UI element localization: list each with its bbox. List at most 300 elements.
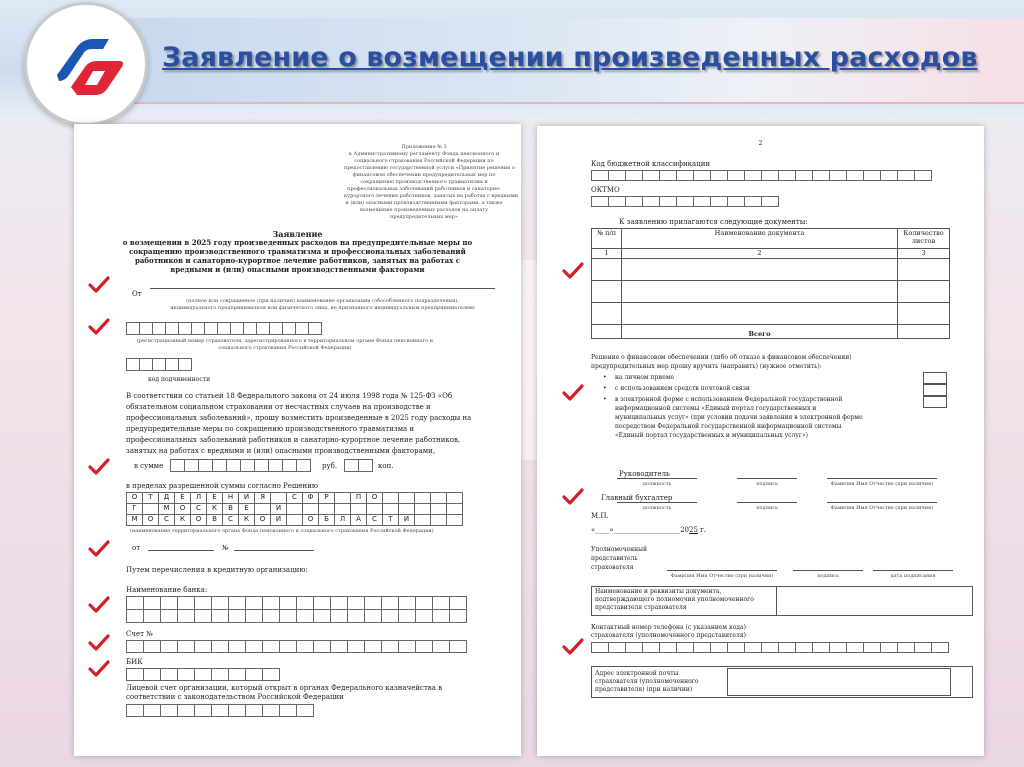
grid-cell[interactable] — [228, 640, 246, 653]
grid-cell[interactable] — [727, 196, 745, 207]
grid-cell[interactable] — [330, 596, 348, 610]
grid-cell[interactable]: В — [206, 514, 223, 526]
grid-cell[interactable] — [152, 322, 166, 335]
grid-cell[interactable] — [228, 596, 246, 610]
auth-line: Наименование и реквизиты документа, — [595, 588, 722, 595]
table-cell[interactable] — [898, 281, 950, 303]
oktmo-grid[interactable] — [591, 196, 778, 207]
grid-cell[interactable] — [863, 642, 881, 653]
grid-cell[interactable] — [177, 704, 195, 717]
table-cell[interactable] — [898, 303, 950, 325]
appendix-line: курортного лечения работников, занятых на работах с вредными — [344, 193, 518, 199]
grid-cell[interactable] — [364, 596, 382, 610]
grid-cell[interactable]: О — [174, 503, 191, 515]
grid-cell[interactable] — [415, 596, 433, 610]
subcode-grid[interactable] — [126, 358, 191, 371]
sfr-logo-icon — [27, 5, 145, 123]
grid-cell[interactable] — [344, 459, 359, 472]
grid-cell[interactable] — [126, 704, 144, 717]
grid-cell[interactable] — [296, 609, 314, 623]
grid-cell[interactable] — [262, 596, 280, 610]
grid-cell[interactable] — [693, 170, 711, 181]
grid-cell[interactable] — [126, 668, 144, 681]
grid-cell[interactable] — [829, 642, 847, 653]
grid-cell[interactable] — [262, 640, 280, 653]
grid-cell[interactable] — [330, 609, 348, 623]
grid-cell[interactable] — [812, 642, 830, 653]
grid-cell[interactable] — [693, 196, 711, 207]
bank-row[interactable] — [126, 609, 466, 623]
grid-cell[interactable]: Е — [238, 503, 255, 515]
grid-cell[interactable] — [330, 640, 348, 653]
grid-cell[interactable] — [414, 514, 431, 526]
bik-grid[interactable] — [126, 668, 279, 681]
grid-cell[interactable] — [358, 459, 373, 472]
grid-cell[interactable] — [286, 514, 303, 526]
grid-cell[interactable] — [211, 596, 229, 610]
grid-cell[interactable] — [880, 642, 898, 653]
grid-cell[interactable]: О — [302, 514, 319, 526]
body-line: обязательном социальном страховании от несчастных случаев на производстве и — [126, 403, 431, 411]
grid-cell[interactable] — [744, 196, 762, 207]
grid-cell[interactable] — [591, 642, 609, 653]
grid-cell[interactable] — [676, 642, 694, 653]
grid-cell[interactable]: Р — [318, 492, 335, 504]
grid-cell[interactable]: П — [350, 492, 367, 504]
grid-cell[interactable] — [198, 459, 213, 472]
date-year-suffix: г. — [700, 526, 707, 534]
grid-cell[interactable] — [863, 170, 881, 181]
table-cell[interactable] — [622, 259, 898, 281]
kop-grid[interactable] — [344, 459, 372, 472]
grid-cell[interactable] — [914, 170, 932, 181]
checkmark-icon — [562, 488, 584, 506]
grid-cell[interactable] — [812, 170, 830, 181]
grid-cell[interactable] — [268, 459, 283, 472]
grid-cell[interactable] — [204, 322, 218, 335]
grid-cell[interactable] — [194, 640, 212, 653]
grid-cell[interactable] — [625, 170, 643, 181]
appendix-line: предоставлению государственной услуги «Принятие решения о — [344, 165, 515, 171]
grid-cell[interactable]: С — [286, 492, 303, 504]
signature-line[interactable] — [827, 502, 937, 503]
grid-cell[interactable] — [608, 170, 626, 181]
signature-line[interactable] — [737, 478, 797, 479]
grid-cell[interactable] — [676, 196, 694, 207]
grid-cell[interactable] — [279, 596, 297, 610]
grid-cell[interactable]: Ф — [302, 492, 319, 504]
number-line — [234, 550, 314, 551]
grid-cell[interactable] — [143, 668, 161, 681]
grid-cell[interactable] — [364, 640, 382, 653]
grid-cell[interactable] — [184, 459, 199, 472]
grid-cell[interactable] — [880, 170, 898, 181]
grid-cell[interactable] — [778, 642, 796, 653]
grid-cell[interactable] — [143, 640, 161, 653]
grid-cell[interactable]: Е — [206, 492, 223, 504]
grid-cell[interactable] — [446, 514, 463, 526]
account-grid[interactable] — [126, 640, 466, 653]
grid-cell[interactable] — [415, 609, 433, 623]
grid-cell[interactable]: Е — [174, 492, 191, 504]
signature-hint: Фамилия Имя Отчество (при наличии) — [670, 573, 774, 579]
grid-cell[interactable]: И — [398, 514, 415, 526]
grid-cell[interactable] — [795, 170, 813, 181]
grid-cell[interactable] — [254, 459, 269, 472]
grid-cell[interactable] — [846, 642, 864, 653]
email-line: представителя) (при наличии) — [595, 686, 693, 693]
table-cell[interactable] — [622, 303, 898, 325]
grid-cell[interactable] — [449, 609, 467, 623]
grid-cell[interactable] — [230, 322, 244, 335]
sub-line: вредными и (или) опасными производственными факторами — [170, 265, 425, 274]
grid-cell[interactable] — [897, 170, 915, 181]
kbk-grid[interactable] — [591, 170, 931, 181]
grid-cell[interactable] — [347, 640, 365, 653]
grid-cell[interactable] — [170, 459, 185, 472]
grid-cell[interactable] — [194, 609, 212, 623]
checkmark-icon — [88, 540, 110, 558]
grid-cell[interactable] — [279, 640, 297, 653]
grid-cell[interactable] — [211, 668, 229, 681]
bank-row[interactable] — [126, 596, 466, 610]
delivery-option-line: муниципальных услуг» (при условии подачи заявления в электронной форме — [615, 414, 863, 421]
grid-cell[interactable] — [177, 668, 195, 681]
appendix-line: профессиональных заболеваний работников и санаторно- — [347, 186, 501, 192]
bank-grid — [126, 596, 466, 622]
grid-cell[interactable] — [228, 704, 246, 717]
grid-cell[interactable] — [160, 609, 178, 623]
grid-cell[interactable]: О — [366, 492, 383, 504]
grid-cell[interactable]: О — [190, 514, 207, 526]
table-cell[interactable] — [592, 281, 622, 303]
grid-cell[interactable] — [228, 668, 246, 681]
grid-cell[interactable]: Г — [126, 503, 143, 515]
signature-line[interactable] — [617, 502, 697, 503]
grid-cell[interactable] — [931, 642, 949, 653]
grid-cell[interactable] — [591, 170, 609, 181]
grid-cell[interactable] — [642, 170, 660, 181]
grid-cell[interactable]: К — [206, 503, 223, 515]
checkmark-icon — [562, 384, 584, 402]
option-checkbox[interactable] — [923, 396, 947, 408]
grid-cell[interactable]: К — [238, 514, 255, 526]
grid-cell[interactable] — [381, 609, 399, 623]
grid-cell[interactable] — [676, 170, 694, 181]
grid-cell[interactable] — [143, 609, 161, 623]
col-number: № п/п — [592, 229, 622, 249]
from-line — [150, 288, 495, 289]
grid-cell[interactable]: Д — [158, 492, 175, 504]
grid-cell[interactable] — [178, 358, 192, 371]
grid-cell[interactable] — [295, 322, 309, 335]
delivery-option-line: информационной системы «Единый портал государственных и — [615, 405, 817, 412]
grid-cell[interactable] — [449, 640, 467, 653]
grid-cell[interactable] — [659, 170, 677, 181]
grid-cell[interactable] — [262, 668, 280, 681]
rep-line: Уполномоченный — [591, 546, 647, 553]
table-cell[interactable] — [898, 259, 950, 281]
grid-cell[interactable] — [296, 704, 314, 717]
grid-cell[interactable] — [430, 514, 447, 526]
grid-cell[interactable] — [194, 668, 212, 681]
grid-cell[interactable] — [795, 642, 813, 653]
grid-cell[interactable] — [710, 196, 728, 207]
grid-cell[interactable] — [211, 640, 229, 653]
grid-cell[interactable] — [347, 596, 365, 610]
grid-cell[interactable] — [191, 322, 205, 335]
grid-cell[interactable]: О — [254, 514, 271, 526]
grid-cell[interactable] — [126, 596, 144, 610]
grid-cell[interactable] — [744, 642, 762, 653]
grid-cell[interactable] — [245, 596, 263, 610]
total-label: Всего — [622, 325, 898, 339]
grid-cell[interactable] — [279, 704, 297, 717]
appendix-line: социального страхования Российской Федерации по — [354, 158, 494, 164]
grid-cell[interactable] — [432, 640, 450, 653]
signature-hint: должность — [642, 481, 672, 487]
grid-cell[interactable]: Й — [270, 514, 287, 526]
option-checkbox[interactable] — [923, 384, 947, 396]
grid-cell[interactable]: Н — [222, 492, 239, 504]
grid-cell[interactable] — [313, 609, 331, 623]
grid-cell[interactable]: Л — [190, 492, 207, 504]
grid-cell[interactable] — [659, 196, 677, 207]
grid-cell[interactable] — [642, 196, 660, 207]
appendix-line: финансовом обеспечении предупредительных мер по — [352, 172, 496, 178]
table-cell[interactable] — [592, 259, 622, 281]
from-label: От — [132, 290, 142, 298]
sfr-logo — [24, 2, 148, 126]
grid-cell[interactable] — [897, 642, 915, 653]
transfer-label: Путем перечисления в кредитную организацию: — [126, 566, 308, 574]
signature-hint: подпись — [817, 573, 839, 579]
grid-cell[interactable] — [744, 170, 762, 181]
grid-cell[interactable] — [256, 322, 270, 335]
grid-cell[interactable] — [313, 640, 331, 653]
grid-cell[interactable] — [126, 609, 144, 623]
table-cell[interactable] — [592, 303, 622, 325]
rep-line: страхователя — [591, 564, 634, 571]
grid-cell[interactable]: Т — [382, 514, 399, 526]
grid-cell[interactable] — [211, 704, 229, 717]
grid-cell[interactable] — [211, 609, 229, 623]
grid-cell[interactable] — [160, 596, 178, 610]
num-3: 3 — [898, 249, 950, 259]
page-title: Заявление о возмещении произведенных расходов — [162, 42, 978, 73]
org-row[interactable] — [126, 514, 462, 526]
grid-cell[interactable] — [139, 322, 153, 335]
grid-cell[interactable] — [139, 358, 153, 371]
appendix-line: предупредительных мер» — [390, 214, 458, 220]
grid-cell[interactable] — [240, 459, 255, 472]
grid-cell[interactable]: С — [190, 503, 207, 515]
grid-cell[interactable] — [178, 322, 192, 335]
grid-cell[interactable] — [194, 596, 212, 610]
grid-cell[interactable] — [245, 668, 263, 681]
grid-cell[interactable] — [398, 640, 416, 653]
grid-cell[interactable]: М — [126, 514, 143, 526]
appendix-line: к Административному регламенту Фонда пенсионного и — [348, 151, 500, 157]
signature-line[interactable] — [793, 570, 863, 571]
grid-cell[interactable]: И — [270, 503, 287, 515]
grid-cell[interactable] — [608, 642, 626, 653]
grid-cell[interactable] — [381, 640, 399, 653]
pers-line: Лицевой счет организации, который открыт в органах Федерального казначейства в — [126, 684, 443, 692]
grid-cell[interactable] — [282, 322, 296, 335]
checkmark-icon — [88, 458, 110, 476]
checkmark-icon — [88, 318, 110, 336]
grid-cell[interactable] — [143, 596, 161, 610]
grid-cell[interactable] — [160, 640, 178, 653]
grid-cell[interactable] — [177, 596, 195, 610]
grid-cell[interactable] — [727, 170, 745, 181]
signature-line[interactable] — [667, 570, 777, 571]
grid-cell[interactable] — [245, 640, 263, 653]
grid-cell[interactable]: Л — [334, 514, 351, 526]
grid-cell[interactable]: С — [222, 514, 239, 526]
grid-cell[interactable] — [212, 459, 227, 472]
signature-line[interactable] — [737, 502, 797, 503]
grid-cell[interactable] — [245, 704, 263, 717]
grid-cell[interactable] — [296, 640, 314, 653]
grid-cell[interactable] — [228, 609, 246, 623]
grid-cell[interactable] — [432, 596, 450, 610]
sum-grid[interactable] — [170, 459, 310, 472]
grid-cell[interactable]: Б — [318, 514, 335, 526]
grid-cell[interactable]: И — [238, 492, 255, 504]
option-checkbox[interactable] — [923, 372, 947, 384]
form-heading: Заявление — [272, 229, 323, 239]
signature-line[interactable] — [873, 570, 953, 571]
grid-cell[interactable] — [415, 640, 433, 653]
grid-cell[interactable] — [177, 640, 195, 653]
grid-cell[interactable]: Я — [254, 492, 271, 504]
grid-cell[interactable] — [449, 596, 467, 610]
grid-cell[interactable] — [914, 642, 932, 653]
grid-cell[interactable] — [282, 459, 297, 472]
grid-cell[interactable]: А — [350, 514, 367, 526]
grid-cell[interactable]: С — [366, 514, 383, 526]
table-cell — [592, 325, 622, 339]
org-grid — [126, 492, 462, 525]
grid-cell[interactable] — [308, 322, 322, 335]
grid-cell[interactable] — [296, 459, 311, 472]
grid-cell[interactable] — [710, 170, 728, 181]
signature-hint: должность — [642, 505, 672, 511]
grid-cell[interactable] — [761, 196, 779, 207]
application-page-1 — [74, 124, 521, 756]
grid-cell[interactable] — [693, 642, 711, 653]
grid-cell[interactable] — [432, 609, 450, 623]
sum-label: в сумме — [134, 462, 164, 470]
grid-cell[interactable] — [269, 322, 283, 335]
grid-cell[interactable] — [591, 196, 609, 207]
pers-line: соответствии с законодательством Российской Федерации — [126, 693, 344, 701]
grid-cell[interactable]: М — [158, 503, 175, 515]
grid-cell[interactable] — [727, 642, 745, 653]
signature-line[interactable] — [827, 478, 937, 479]
grid-cell[interactable] — [846, 170, 864, 181]
email-input[interactable] — [727, 668, 951, 696]
grid-cell[interactable] — [625, 642, 643, 653]
grid-cell[interactable] — [608, 196, 626, 207]
grid-cell[interactable] — [126, 640, 144, 653]
checkmark-icon — [88, 596, 110, 614]
grid-cell[interactable] — [296, 596, 314, 610]
grid-cell[interactable] — [279, 609, 297, 623]
appendix-line: возмещение произведенных расходов на оплату — [359, 207, 489, 213]
delivery-option-line: «Единый портал государственных и муниципальных услуг») — [615, 432, 808, 439]
grid-cell[interactable] — [160, 668, 178, 681]
grid-cell[interactable] — [625, 196, 643, 207]
body-line: профессиональных заболеваний», прошу возместить произведенные в 2025 году расходы на — [126, 414, 472, 422]
table-cell[interactable] — [622, 281, 898, 303]
grid-cell[interactable]: К — [174, 514, 191, 526]
grid-cell[interactable]: О — [142, 514, 159, 526]
rub-label: руб. — [322, 462, 338, 470]
grid-cell[interactable] — [761, 170, 779, 181]
grid-cell[interactable] — [659, 642, 677, 653]
oktmo-label: ОКТМО — [591, 186, 620, 194]
grid-cell[interactable]: В — [222, 503, 239, 515]
grid-cell[interactable] — [160, 704, 178, 717]
grid-cell[interactable] — [143, 704, 161, 717]
grid-cell[interactable] — [710, 642, 728, 653]
grid-cell[interactable] — [177, 609, 195, 623]
grid-cell[interactable] — [262, 704, 280, 717]
grid-cell[interactable] — [398, 596, 416, 610]
grid-cell[interactable] — [642, 642, 660, 653]
grid-cell[interactable] — [761, 642, 779, 653]
checkmark-icon — [562, 638, 584, 656]
body-line: профессиональных заболеваний работников и санаторно-курортное лечение работников, — [126, 436, 461, 444]
number-label: № — [222, 544, 229, 552]
grid-cell[interactable] — [165, 358, 179, 371]
application-page-2 — [537, 126, 984, 756]
regnum-grid[interactable] — [126, 322, 321, 335]
grid-cell[interactable] — [262, 609, 280, 623]
grid-cell[interactable] — [217, 322, 231, 335]
grid-cell[interactable] — [152, 358, 166, 371]
grid-cell[interactable] — [313, 596, 331, 610]
grid-cell[interactable] — [364, 609, 382, 623]
grid-cell[interactable] — [126, 358, 140, 371]
grid-cell[interactable]: Т — [142, 492, 159, 504]
total-cell[interactable] — [898, 325, 950, 339]
grid-cell[interactable] — [165, 322, 179, 335]
decision-line: Решение о финансовом обеспечении (либо об отказе в финансовом обеспечении) — [591, 354, 852, 361]
grid-cell[interactable]: О — [126, 492, 143, 504]
grid-cell[interactable]: С — [158, 514, 175, 526]
grid-cell[interactable] — [243, 322, 257, 335]
grid-cell[interactable] — [347, 609, 365, 623]
grid-cell[interactable] — [398, 609, 416, 623]
phone-grid[interactable] — [591, 642, 948, 653]
grid-cell[interactable] — [126, 322, 140, 335]
page-number: 2 — [758, 140, 763, 147]
grid-cell[interactable] — [245, 609, 263, 623]
grid-cell[interactable] — [381, 596, 399, 610]
grid-cell[interactable] — [778, 170, 796, 181]
grid-cell[interactable] — [829, 170, 847, 181]
grid-cell[interactable] — [194, 704, 212, 717]
grid-cell[interactable] — [226, 459, 241, 472]
signature-line[interactable] — [617, 478, 697, 479]
checkmark-icon — [88, 660, 110, 678]
col-sheets: Количество листов — [898, 229, 950, 249]
personal-account-grid[interactable] — [126, 704, 313, 717]
